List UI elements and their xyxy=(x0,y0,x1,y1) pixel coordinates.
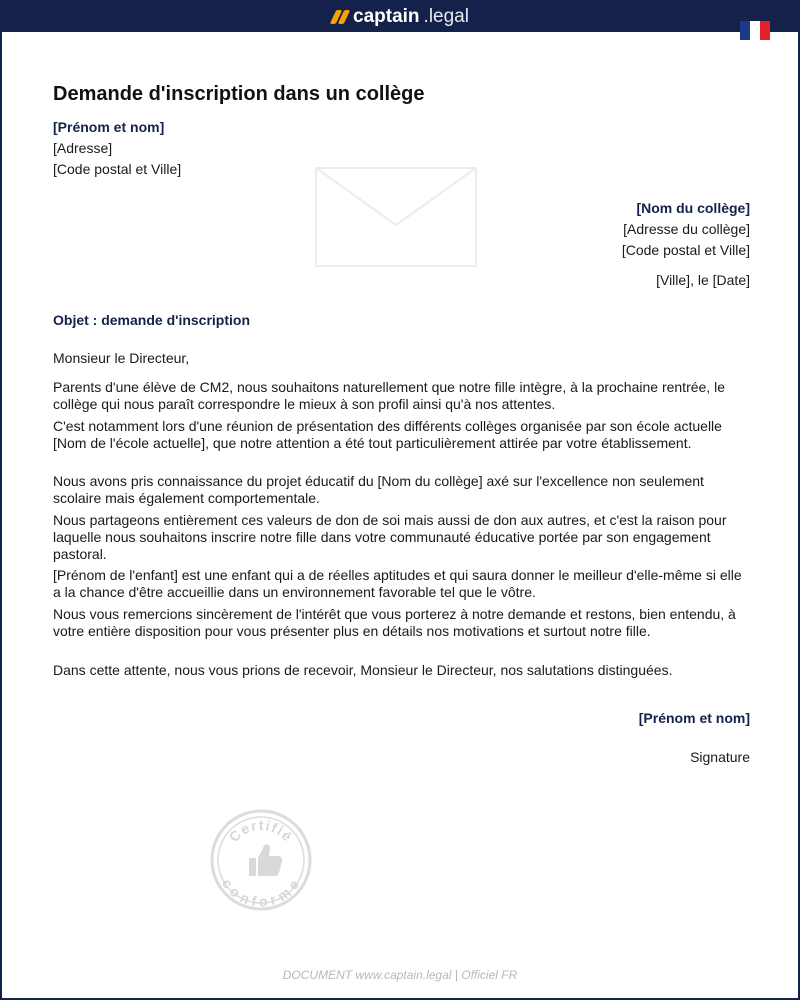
flag-stripe-red xyxy=(760,21,770,40)
header-bar xyxy=(2,2,798,32)
place-date: [Ville], le [Date] xyxy=(656,272,750,288)
flag-stripe-white xyxy=(750,21,760,40)
recipient-address: [Adresse du collège] xyxy=(623,221,750,237)
paragraph-7: Dans cette attente, nous vous prions de recevoir, Monsieur le Directeur, nos salutations distinguées. xyxy=(53,662,673,678)
paragraph-1: Parents d'une élève de CM2, nous souhaitons naturellement que notre fille intègre, à la prochaine rentrée, le collège qui nous paraît correspondre le mieux à son profil ainsi qu'à nos attentes. xyxy=(53,379,725,412)
svg-text:Certifié: Certifié xyxy=(225,816,297,846)
certified-stamp-icon xyxy=(209,808,313,912)
brand-logo[interactable] xyxy=(331,6,469,28)
paragraph-3: Nous avons pris connaissance du projet éducatif du [Nom du collège] axé sur l'excellence non seulement scolaire mais également comportementale. xyxy=(53,473,704,506)
paragraph-5: [Prénom de l'enfant] est une enfant qui a de réelles aptitudes et qui saura donner le meilleur d'elle-même si elle a la chance d'être accueillie dans un environnement favorable tel que le vôtre. xyxy=(53,567,742,600)
subject-line: Objet : demande d'inscription xyxy=(53,312,251,328)
brand-tld: .legal xyxy=(423,6,469,27)
logo-mark-icon xyxy=(331,10,349,24)
brand-name: captain xyxy=(353,6,420,27)
envelope-watermark-icon xyxy=(315,167,477,267)
paragraph-6: Nous vous remercions sincèrement de l'intérêt que vous porterez à notre demande et restons, bien entendu, à votre entière disposition pour vous présenter plus en détails nos motivations et surtout notre fille. xyxy=(53,606,736,639)
france-flag-icon xyxy=(740,21,770,40)
sender-city: [Code postal et Ville] xyxy=(53,161,182,177)
flag-stripe-blue xyxy=(740,21,750,40)
document-title: Demande d'inscription dans un collège xyxy=(53,83,425,105)
closing-name: [Prénom et nom] xyxy=(638,710,750,726)
sender-name: [Prénom et nom] xyxy=(53,119,165,135)
footer-text: DOCUMENT www.captain.legal | Officiel FR xyxy=(282,968,518,982)
recipient-name: [Nom du collège] xyxy=(636,200,750,216)
sender-address: [Adresse] xyxy=(53,140,113,156)
signature-label: Signature xyxy=(690,749,750,765)
svg-text:conforme: conforme xyxy=(219,875,303,910)
recipient-city: [Code postal et Ville] xyxy=(621,242,750,258)
paragraph-4: Nous partageons entièrement ces valeurs de don de soi mais aussi de don aux autres, et c'est la raison pour laquelle nous souhaitons inscrire notre fille dans votre communauté éducative portée par son engagement pastoral. xyxy=(53,512,727,562)
salutation: Monsieur le Directeur, xyxy=(53,350,190,366)
paragraph-2: C'est notamment lors d'une réunion de présentation des différents collèges organisée par son école actuelle [Nom de l'école actuelle], que notre attention a été tout particulièrement attirée par votre établissement. xyxy=(53,418,722,451)
